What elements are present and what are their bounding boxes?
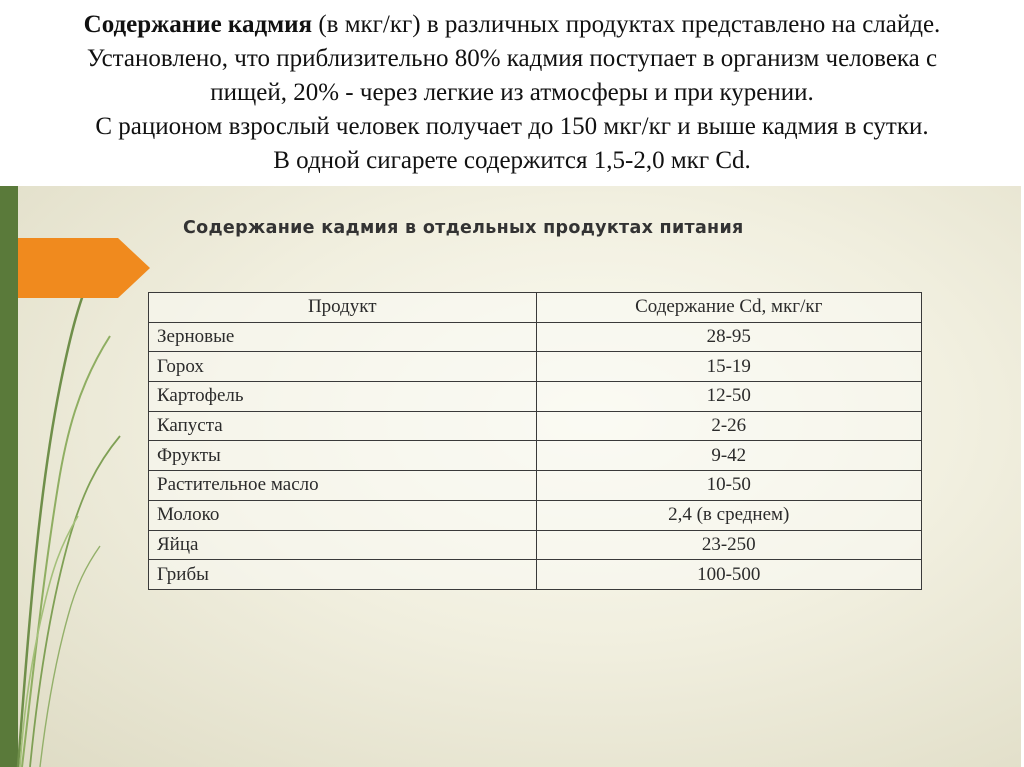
table-row — [149, 411, 922, 441]
cell-value: 28-95 — [536, 322, 922, 352]
table-row — [149, 441, 922, 471]
header-product: Продукт — [149, 293, 537, 323]
table-header-row — [149, 293, 922, 323]
intro-text — [0, 0, 1024, 186]
intro-line-1-rest: (в мкг/кг) в различных продуктах представлено на слайде. — [312, 11, 941, 38]
cadmium-table — [148, 292, 922, 590]
intro-bold-lead: Содержание кадмия — [83, 11, 313, 38]
intro-line-1 — [0, 8, 1024, 42]
table-row — [149, 322, 922, 352]
cell-value: 23-250 — [536, 530, 922, 560]
table-row — [149, 560, 922, 590]
cell-product: Фрукты — [149, 441, 537, 471]
intro-line-2: Установлено, что приблизительно 80% кадмия поступает в организм человека с — [86, 45, 938, 72]
intro-line-5: В одной сигарете содержится 1,5-2,0 мкг Cd. — [273, 147, 751, 174]
table-row — [149, 471, 922, 501]
orange-arrow-shape — [18, 238, 150, 298]
table-row — [149, 352, 922, 382]
cell-value: 10-50 — [536, 471, 922, 501]
cell-value: 2,4 (в среднем) — [536, 500, 922, 530]
table-row — [149, 530, 922, 560]
cell-value: 2-26 — [536, 411, 922, 441]
cell-product: Горох — [149, 352, 537, 382]
cell-product: Яйца — [149, 530, 537, 560]
cell-value: 12-50 — [536, 382, 922, 412]
cell-value: 9-42 — [536, 441, 922, 471]
table-row — [149, 500, 922, 530]
cell-product: Зерновые — [149, 322, 537, 352]
slide — [0, 186, 1024, 767]
table-row — [149, 382, 922, 412]
cell-product: Капуста — [149, 411, 537, 441]
slide-title: Содержание кадмия в отдельных продуктах питания — [183, 218, 744, 238]
grass-blade-1 — [18, 266, 95, 767]
grass-blade-5 — [40, 546, 100, 767]
cell-product: Грибы — [149, 560, 537, 590]
header-cd-content: Содержание Cd, мкг/кг — [536, 293, 922, 323]
cell-product: Растительное масло — [149, 471, 537, 501]
cell-value: 15-19 — [536, 352, 922, 382]
cell-product: Молоко — [149, 500, 537, 530]
intro-line-3: пищей, 20% - через легкие из атмосферы и при курении. — [210, 79, 814, 106]
intro-line-4: С рационом взрослый человек получает до 150 мкг/кг и выше кадмия в сутки. — [95, 113, 929, 140]
cell-value: 100-500 — [536, 560, 922, 590]
cell-product: Картофель — [149, 382, 537, 412]
